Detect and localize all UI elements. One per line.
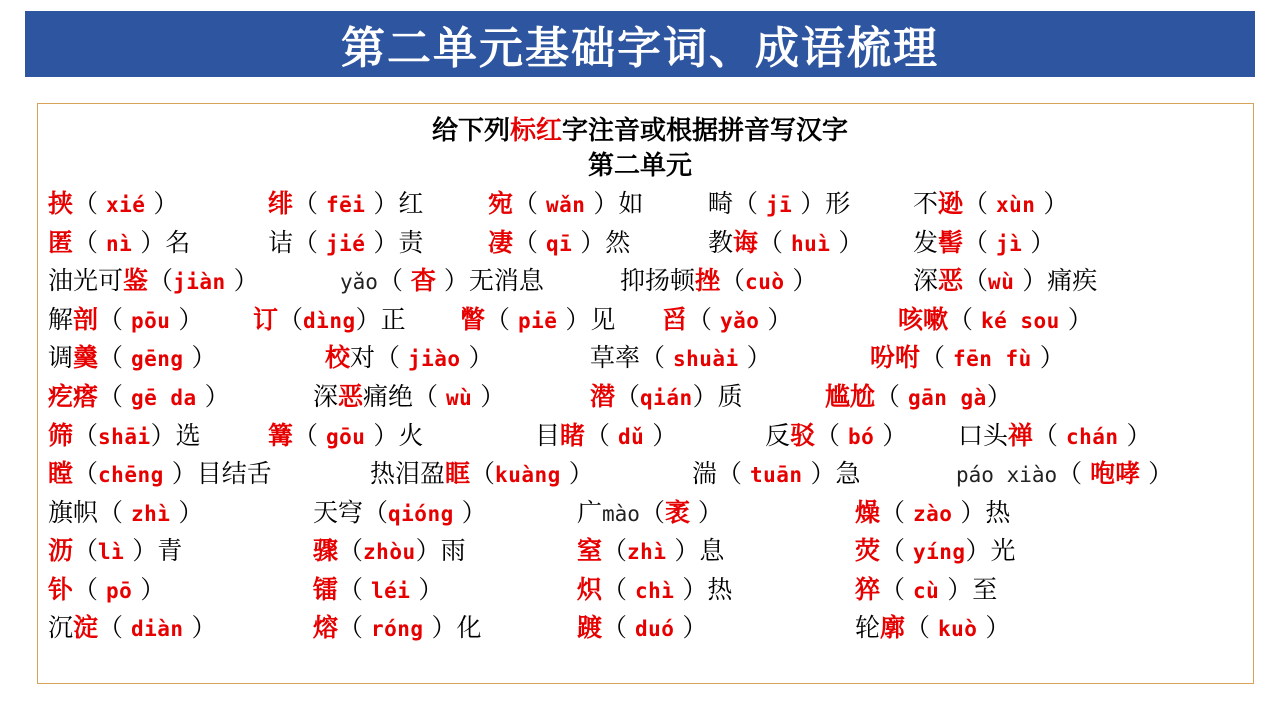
pinyin-answer: wù bbox=[988, 270, 1015, 294]
vocab-row bbox=[0, 455, 1280, 493]
word-text: ）形 bbox=[792, 189, 851, 218]
vocab-row bbox=[0, 494, 1280, 532]
pinyin-answer: zào bbox=[912, 502, 953, 526]
word-text: 深 bbox=[313, 382, 339, 411]
pinyin-answer: shuài bbox=[672, 347, 739, 371]
word-text: （ bbox=[377, 266, 411, 295]
word-text: （ bbox=[513, 189, 546, 218]
pinyin-answer: bó bbox=[847, 425, 875, 449]
target-character: 髻 bbox=[938, 228, 964, 257]
target-character: 燥 bbox=[855, 498, 881, 527]
pinyin-answer: zhòu bbox=[363, 540, 416, 564]
vocab-item bbox=[855, 571, 997, 610]
pinyin-answer: chēng bbox=[98, 463, 164, 487]
word-text: （ bbox=[920, 343, 953, 372]
target-character: 逊 bbox=[938, 189, 964, 218]
vocab-row bbox=[0, 301, 1280, 339]
vocab-item bbox=[48, 339, 217, 378]
word-text: ）化 bbox=[423, 613, 482, 642]
pinyin-answer: huì bbox=[790, 232, 831, 256]
vocab-item bbox=[340, 262, 544, 301]
word-text: （ bbox=[758, 228, 791, 257]
word-text: 调 bbox=[48, 343, 74, 372]
word-text: ）质 bbox=[692, 382, 743, 411]
target-character: 凄 bbox=[488, 228, 514, 257]
vocab-item bbox=[577, 532, 724, 571]
word-text: （ bbox=[639, 498, 665, 527]
pinyin-answer: wù bbox=[445, 386, 473, 410]
pinyin-answer: yíng bbox=[912, 540, 966, 564]
pinyin-answer: cuò bbox=[745, 270, 785, 294]
pinyin-answer: piē bbox=[517, 309, 558, 333]
word-text: ）红 bbox=[365, 189, 424, 218]
word-text: （ bbox=[73, 575, 106, 604]
pinyin-answer: cù bbox=[912, 579, 940, 603]
vocab-item bbox=[765, 417, 907, 456]
pinyin-answer: fēi bbox=[325, 193, 366, 217]
vocab-item bbox=[460, 301, 615, 340]
pinyin-answer: jī bbox=[765, 193, 793, 217]
word-text: 畸（ bbox=[708, 189, 766, 218]
word-text: ）光 bbox=[965, 536, 1016, 565]
pinyin-answer: jiàn bbox=[173, 270, 226, 294]
target-character: 瞥 bbox=[460, 305, 486, 334]
target-character: 恶 bbox=[938, 266, 964, 295]
word-text: （ bbox=[338, 575, 371, 604]
target-character: 钋 bbox=[48, 575, 74, 604]
vocab-item bbox=[577, 609, 707, 648]
word-text: ）见 bbox=[557, 305, 616, 334]
target-character: 鉴 bbox=[123, 266, 149, 295]
word-text: （ bbox=[948, 305, 981, 334]
word-text: ）痛疾 bbox=[1014, 266, 1098, 295]
pinyin-answer: xié bbox=[105, 193, 146, 217]
pinyin-answer: pō bbox=[105, 579, 133, 603]
vocab-item bbox=[313, 532, 466, 571]
vocab-item bbox=[590, 339, 772, 378]
word-text: ）热 bbox=[952, 498, 1011, 527]
word-text: （ bbox=[513, 228, 546, 257]
word-text: 目 bbox=[535, 421, 561, 450]
pinyin-answer: tuān bbox=[749, 463, 803, 487]
word-text: （ bbox=[963, 228, 996, 257]
pinyin-answer: kuàng bbox=[495, 463, 561, 487]
word-text: （ bbox=[73, 228, 106, 257]
pinyin-answer: shāi bbox=[98, 425, 151, 449]
target-character: 廓 bbox=[880, 613, 906, 642]
target-character: 羹 bbox=[73, 343, 99, 372]
vocab-item bbox=[48, 378, 230, 417]
heading-text: 字注音或根据拼音写汉字 bbox=[562, 116, 849, 146]
vocab-item bbox=[958, 417, 1152, 456]
pinyin-answer: róng bbox=[370, 617, 424, 641]
word-text: ） bbox=[689, 498, 723, 527]
vocab-item bbox=[913, 262, 1097, 301]
word-text: ）息 bbox=[666, 536, 725, 565]
target-character: 订 bbox=[253, 305, 279, 334]
word-text: ）选 bbox=[150, 421, 201, 450]
vocab-item bbox=[620, 262, 817, 301]
word-text: ） bbox=[644, 421, 678, 450]
target-character: 禅 bbox=[1008, 421, 1034, 450]
vocab-item bbox=[708, 185, 850, 224]
word-text: （ bbox=[602, 575, 635, 604]
target-character: 荧 bbox=[855, 536, 881, 565]
word-text: ） bbox=[196, 382, 230, 411]
word-text: ）至 bbox=[939, 575, 998, 604]
vocab-item bbox=[488, 224, 630, 263]
target-character: 校 bbox=[325, 343, 351, 372]
word-text: 热泪盈 bbox=[370, 459, 446, 488]
target-character: 绯 bbox=[268, 189, 294, 218]
vocab-item bbox=[913, 185, 1068, 224]
word-text: ） bbox=[410, 575, 444, 604]
pinyin-answer: duó bbox=[634, 617, 675, 641]
word-text: （ bbox=[148, 266, 174, 295]
vocab-item bbox=[577, 494, 723, 533]
word-text: 旗帜（ bbox=[48, 498, 131, 527]
target-character: 尴尬 bbox=[825, 382, 876, 411]
word-text: （ bbox=[602, 536, 628, 565]
vocab-item bbox=[870, 339, 1065, 378]
word-text: （ bbox=[73, 459, 99, 488]
word-text: ）火 bbox=[365, 421, 424, 450]
word-text: ） bbox=[830, 228, 864, 257]
target-character: 淀 bbox=[73, 613, 99, 642]
vocab-item bbox=[48, 455, 272, 494]
word-text: ） bbox=[183, 343, 217, 372]
word-text: ） bbox=[674, 613, 708, 642]
pinyin-answer: jié bbox=[325, 232, 366, 256]
word-text: 对（ bbox=[350, 343, 408, 372]
vocab-item bbox=[268, 224, 423, 263]
target-character: 诲 bbox=[733, 228, 759, 257]
pinyin-answer: gōu bbox=[325, 425, 366, 449]
pinyin-answer: gān gà bbox=[907, 386, 987, 410]
pinyin-answer: chì bbox=[634, 579, 675, 603]
word-text: （ bbox=[293, 189, 326, 218]
pinyin-answer: léi bbox=[370, 579, 411, 603]
word-text: ） bbox=[784, 266, 818, 295]
vocab-row bbox=[0, 185, 1280, 223]
target-character: 睹 bbox=[560, 421, 586, 450]
word-text: 反 bbox=[765, 421, 791, 450]
word-text: ） bbox=[738, 343, 772, 372]
word-text: （ bbox=[470, 459, 496, 488]
vocab-item bbox=[855, 494, 1010, 533]
word-text: （ bbox=[905, 613, 938, 642]
pinyin-answer: yǎo bbox=[719, 309, 760, 333]
word-text: ） bbox=[225, 266, 259, 295]
word-text: ）如 bbox=[585, 189, 644, 218]
word-text: （ bbox=[720, 266, 746, 295]
word-text: ） bbox=[560, 459, 594, 488]
word-text: 广 bbox=[577, 498, 603, 527]
word-text: ）无消息 bbox=[435, 266, 544, 295]
vocab-item bbox=[268, 185, 423, 224]
vocab-row bbox=[0, 224, 1280, 262]
word-text: （ bbox=[98, 305, 131, 334]
target-character: 骤 bbox=[313, 536, 339, 565]
word-text: （ bbox=[485, 305, 518, 334]
target-character: 咳嗽 bbox=[898, 305, 949, 334]
word-text: （ bbox=[615, 382, 641, 411]
vocab-row bbox=[0, 417, 1280, 455]
word-text: ） bbox=[986, 382, 1012, 411]
word-text: ） bbox=[460, 343, 494, 372]
word-text: （ bbox=[963, 189, 996, 218]
vocab-item bbox=[898, 301, 1093, 340]
word-text: （ bbox=[963, 266, 989, 295]
target-character: 镭 bbox=[313, 575, 339, 604]
pinyin-answer: chán bbox=[1065, 425, 1119, 449]
target-character: 宛 bbox=[488, 189, 514, 218]
vocab-row bbox=[0, 609, 1280, 647]
word-text: ） bbox=[472, 382, 506, 411]
word-text: ）青 bbox=[124, 536, 183, 565]
word-text: （ bbox=[338, 613, 371, 642]
word-text: 不 bbox=[913, 189, 939, 218]
word-text: ） bbox=[759, 305, 793, 334]
pinyin-answer: zhì bbox=[627, 540, 667, 564]
word-text: （ bbox=[875, 382, 908, 411]
instruction-heading bbox=[0, 110, 1280, 147]
word-text: 口头 bbox=[958, 421, 1009, 450]
word-text: （ bbox=[880, 498, 913, 527]
word-text: 抑扬顿 bbox=[620, 266, 696, 295]
vocab-item bbox=[313, 571, 443, 610]
pinyin-prompt: yǎo bbox=[340, 270, 378, 294]
pinyin-answer: qī bbox=[545, 232, 573, 256]
target-character: 篝 bbox=[268, 421, 294, 450]
pinyin-answer: ké sou bbox=[980, 309, 1060, 333]
word-text: ） bbox=[1035, 189, 1069, 218]
pinyin-answer: gēng bbox=[130, 347, 184, 371]
word-text: （ bbox=[880, 575, 913, 604]
vocab-item bbox=[855, 609, 1010, 648]
vocab-item bbox=[313, 494, 487, 533]
word-text: （ bbox=[1057, 459, 1091, 488]
word-text: （ bbox=[73, 536, 99, 565]
vocab-item bbox=[48, 609, 217, 648]
pinyin-answer: jiào bbox=[407, 347, 461, 371]
word-text: 湍（ bbox=[692, 459, 750, 488]
target-character: 杳 bbox=[410, 266, 436, 295]
word-text: ） bbox=[1031, 343, 1065, 372]
vocab-item bbox=[692, 455, 860, 494]
pinyin-answer: nì bbox=[105, 232, 133, 256]
vocab-item bbox=[48, 571, 165, 610]
vocab-item bbox=[855, 532, 1016, 571]
pinyin-answer: lì bbox=[98, 540, 125, 564]
pinyin-answer: zhì bbox=[130, 502, 171, 526]
word-text: （ bbox=[1033, 421, 1066, 450]
pinyin-answer: xùn bbox=[995, 193, 1036, 217]
pinyin-prompt: mào bbox=[602, 502, 640, 526]
vocab-item bbox=[325, 339, 494, 378]
vocab-item bbox=[48, 262, 259, 301]
vocab-item bbox=[913, 224, 1055, 263]
target-character: 潜 bbox=[590, 382, 616, 411]
vocab-item bbox=[313, 609, 482, 648]
vocab-item bbox=[253, 301, 406, 340]
word-text: ） bbox=[1022, 228, 1056, 257]
target-character: 踱 bbox=[577, 613, 603, 642]
vocab-item bbox=[48, 224, 190, 263]
vocab-item bbox=[708, 224, 863, 263]
target-character: 疙瘩 bbox=[48, 382, 99, 411]
pinyin-answer: pōu bbox=[130, 309, 171, 333]
vocab-row bbox=[0, 378, 1280, 416]
word-text: ） bbox=[1140, 459, 1174, 488]
vocab-item bbox=[662, 301, 792, 340]
vocab-item bbox=[313, 378, 505, 417]
word-text: （ bbox=[585, 421, 618, 450]
target-character: 吩咐 bbox=[870, 343, 921, 372]
word-text: ） bbox=[874, 421, 908, 450]
vocab-item bbox=[577, 571, 732, 610]
heading-highlight: 标红 bbox=[509, 116, 562, 146]
word-text: ） bbox=[1059, 305, 1093, 334]
target-character: 炽 bbox=[577, 575, 603, 604]
word-text: ）热 bbox=[674, 575, 733, 604]
target-character: 舀 bbox=[662, 305, 688, 334]
vocab-item bbox=[488, 185, 643, 224]
vocab-row bbox=[0, 339, 1280, 377]
vocab-item bbox=[48, 301, 203, 340]
word-text: （ bbox=[73, 421, 99, 450]
vocab-item bbox=[48, 532, 182, 571]
pinyin-answer: wǎn bbox=[545, 193, 586, 217]
word-text: ） bbox=[145, 189, 179, 218]
pinyin-answer: gē da bbox=[130, 386, 197, 410]
target-character: 眶 bbox=[445, 459, 471, 488]
target-character: 窒 bbox=[577, 536, 603, 565]
pinyin-answer: qióng bbox=[388, 502, 454, 526]
vocab-item bbox=[370, 455, 594, 494]
pinyin-answer: qián bbox=[640, 386, 693, 410]
vocab-item bbox=[48, 185, 178, 224]
vocab-item bbox=[535, 417, 677, 456]
word-text: ）责 bbox=[365, 228, 424, 257]
target-character: 咆哮 bbox=[1090, 459, 1141, 488]
pinyin-answer: kuò bbox=[937, 617, 978, 641]
word-text: （ bbox=[687, 305, 720, 334]
word-text: ） bbox=[132, 575, 166, 604]
target-character: 筛 bbox=[48, 421, 74, 450]
vocab-item bbox=[956, 455, 1173, 494]
pinyin-answer: fēn fù bbox=[952, 347, 1032, 371]
word-text: ）名 bbox=[132, 228, 191, 257]
vocab-item bbox=[48, 494, 203, 533]
pinyin-prompt: páo xiào bbox=[956, 463, 1058, 487]
word-text: 诘（ bbox=[268, 228, 326, 257]
word-text: （ bbox=[602, 613, 635, 642]
target-character: 熔 bbox=[313, 613, 339, 642]
target-character: 猝 bbox=[855, 575, 881, 604]
word-text: （ bbox=[815, 421, 848, 450]
vocab-item bbox=[268, 417, 423, 456]
word-text: （ bbox=[98, 343, 131, 372]
target-character: 挟 bbox=[48, 189, 74, 218]
word-text: ） bbox=[170, 305, 204, 334]
vocab-row bbox=[0, 532, 1280, 570]
word-text: ） bbox=[170, 498, 204, 527]
vocab-item bbox=[825, 378, 1012, 417]
word-text: 油光可 bbox=[48, 266, 124, 295]
word-text: （ bbox=[278, 305, 304, 334]
word-text: 发 bbox=[913, 228, 939, 257]
word-text: 轮 bbox=[855, 613, 881, 642]
word-text: （ bbox=[293, 421, 326, 450]
word-text: 深 bbox=[913, 266, 939, 295]
unit-heading: 第二单元 bbox=[587, 151, 692, 181]
target-character: 匿 bbox=[48, 228, 74, 257]
title-banner bbox=[25, 11, 1255, 77]
target-character: 挫 bbox=[695, 266, 721, 295]
vocab-item bbox=[48, 417, 201, 456]
word-text: 教 bbox=[708, 228, 734, 257]
vocab-row bbox=[0, 571, 1280, 609]
word-text: （ bbox=[98, 613, 131, 642]
word-text: ）急 bbox=[802, 459, 861, 488]
word-text: ） bbox=[453, 498, 487, 527]
word-text: 解 bbox=[48, 305, 74, 334]
word-text: （ bbox=[880, 536, 913, 565]
word-text: ） bbox=[1118, 421, 1152, 450]
vocab-row bbox=[0, 262, 1280, 300]
word-text: 草率（ bbox=[590, 343, 673, 372]
word-text: ）目结舌 bbox=[163, 459, 272, 488]
target-character: 剖 bbox=[73, 305, 99, 334]
target-character: 恶 bbox=[338, 382, 364, 411]
page-title: 第二单元基础字词、成语梳理 bbox=[341, 23, 939, 74]
target-character: 袤 bbox=[664, 498, 690, 527]
word-text: ） bbox=[183, 613, 217, 642]
word-text: ） bbox=[977, 613, 1011, 642]
word-text: 沉 bbox=[48, 613, 74, 642]
word-text: （ bbox=[98, 382, 131, 411]
target-character: 驳 bbox=[790, 421, 816, 450]
target-character: 沥 bbox=[48, 536, 74, 565]
vocab-item bbox=[590, 378, 743, 417]
pinyin-answer: jì bbox=[995, 232, 1023, 256]
word-text: （ bbox=[338, 536, 364, 565]
pinyin-answer: dìng bbox=[303, 309, 356, 333]
pinyin-answer: diàn bbox=[130, 617, 184, 641]
word-text: 痛绝（ bbox=[363, 382, 446, 411]
word-text: ）正 bbox=[355, 305, 406, 334]
word-text: 天穹（ bbox=[313, 498, 389, 527]
heading-text: 给下列 bbox=[431, 116, 510, 146]
word-text: ）雨 bbox=[415, 536, 466, 565]
target-character: 瞠 bbox=[48, 459, 74, 488]
word-text: ）然 bbox=[572, 228, 631, 257]
word-text: （ bbox=[73, 189, 106, 218]
pinyin-answer: dǔ bbox=[617, 425, 645, 449]
